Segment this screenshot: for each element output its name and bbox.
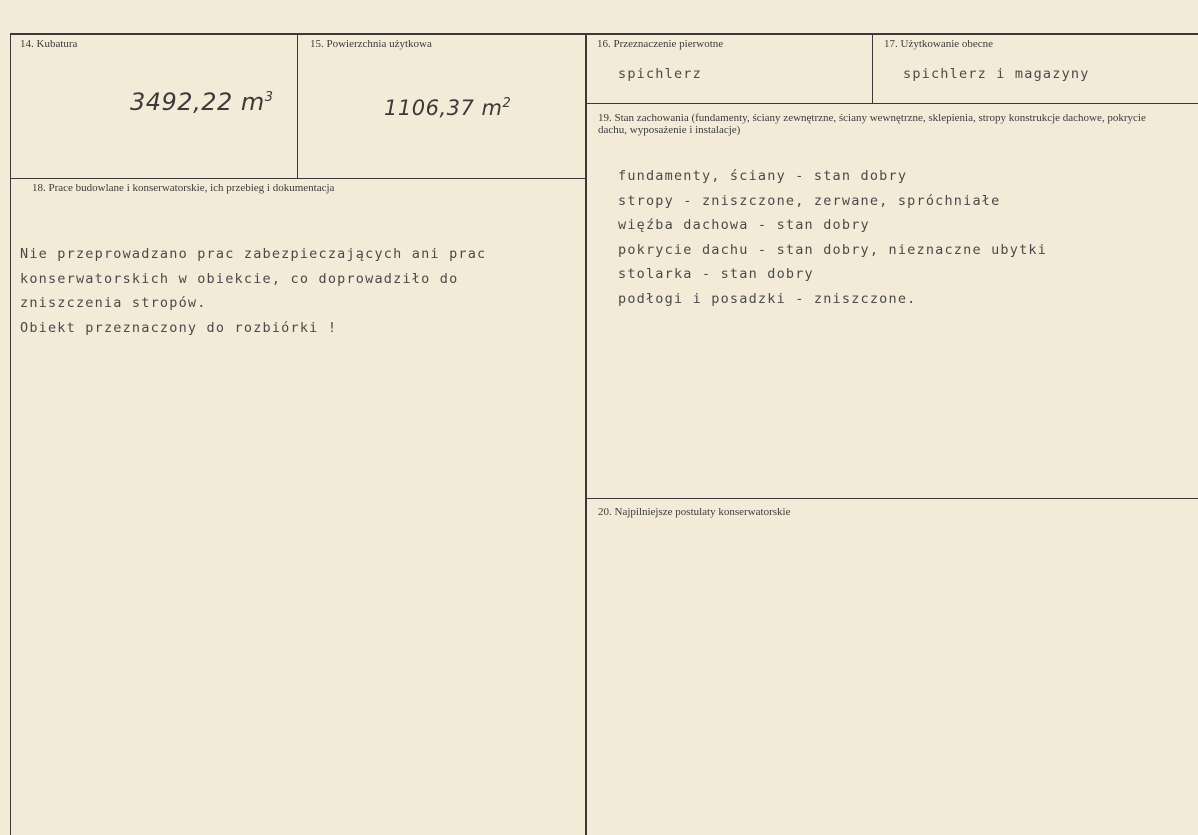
field-19-line: stropy - zniszczone, zerwane, spróchniałe [618,192,1001,209]
field-19-line: podłogi i posadzki - zniszczone. [618,290,917,307]
field-14-value: 3492,22 m [130,88,265,116]
field-20-label: 20. Najpilniejsze postulaty konserwatorskie [598,506,791,518]
row-divider-19-20 [586,498,1198,499]
left-border-line [10,33,11,835]
field-19-text [618,164,1047,311]
field-18-line: Obiekt przeznaczony do rozbiórki ! [20,319,338,336]
field-19-line: pokrycie dachu - stan dobry, nieznaczne ubytki [618,241,1048,258]
field-16-label: 16. Przeznaczenie pierwotne [597,38,724,50]
field-14-handwritten-value [130,88,274,116]
field-18-line: Nie przeprowadzano prac zabezpieczających ani prac [20,246,487,262]
center-divider [585,34,587,835]
field-17-label: 17. Użytkowanie obecne [884,38,994,50]
field-15-label: 15. Powierzchnia użytkowa [310,38,432,50]
field-16-value: spichlerz [618,66,702,82]
field-17-value: spichlerz i magazyny [903,66,1090,82]
field-19-line: stolarka - stan dobry [618,266,814,282]
field-14-unit-exponent: 3 [264,90,274,105]
field-18-text [20,242,486,340]
field-19-label: 19. Stan zachowania (fundamenty, ściany zewnętrzne, ściany wewnętrzne, sklepienia, stropy konstrukcje dachowe, pokrycie dachu, wyposażenie i instalacje) [598,112,1146,136]
field-19-line: więźba dachowa - stan dobry [618,217,870,233]
field-15-value: 1106,37 m [384,96,503,120]
field-19-line: fundamenty, ściany - stan dobry [618,168,908,184]
top-border-line [10,33,1198,35]
field-18-line: konserwatorskich w obiekcie, co doprowadziło do [20,270,459,287]
row-divider-16-19 [586,103,1198,104]
field-14-label: 14. Kubatura [20,38,78,50]
field-18-line: zniszczenia stropów. [20,295,207,311]
field-18-label: 18. Prace budowlane i konserwatorskie, ich przebieg i dokumentacja [32,182,335,194]
divider-14-15 [297,34,298,179]
field-15-unit-exponent: 2 [502,96,512,111]
row-divider-left [10,178,586,179]
field-15-handwritten-value [384,96,511,120]
divider-16-17 [872,34,873,104]
